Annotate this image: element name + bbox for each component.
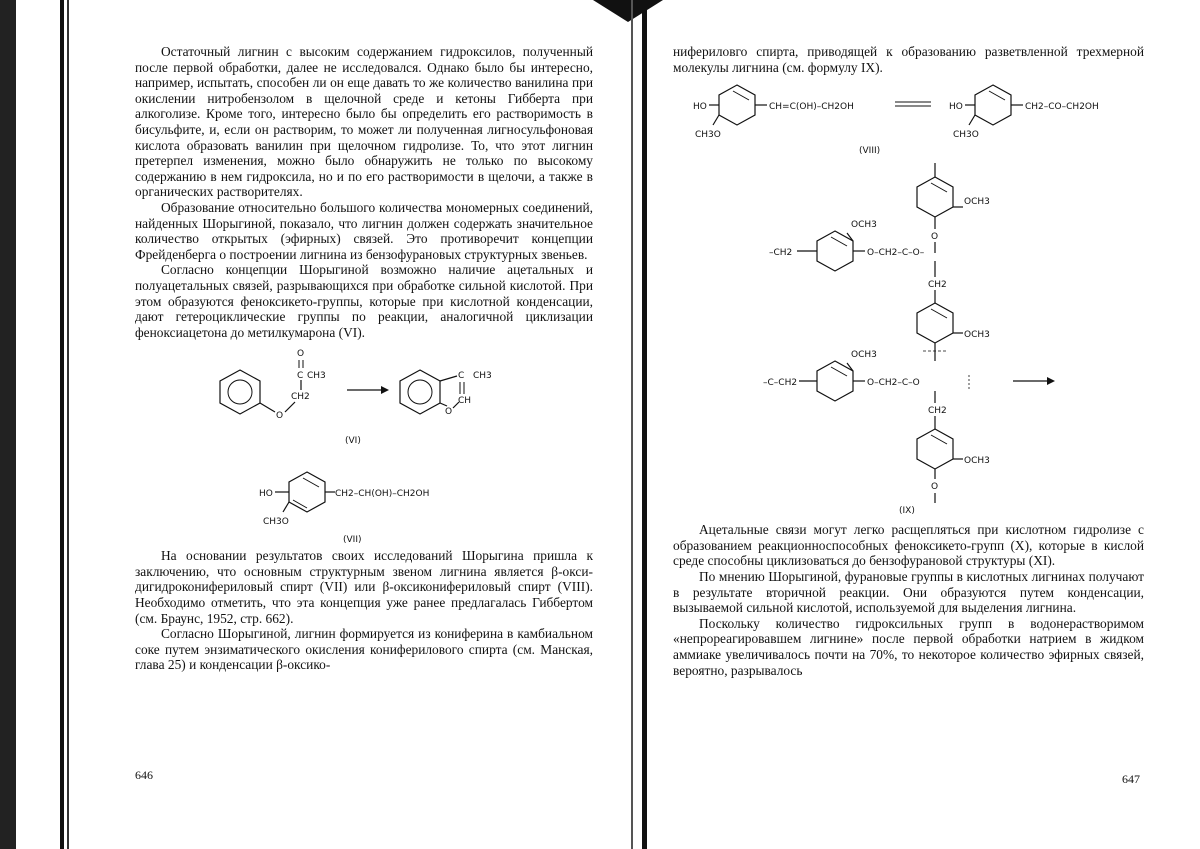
formula-vii — [135, 450, 593, 548]
paragraph: Ацетальные связи могут легко расщепляться при кислотном гидролизе с образованием реакционноспособных феноксикето-групп (X), которые в кислой среде способны циклизоваться до бензофурановой структуры (XI). — [673, 522, 1144, 569]
paragraph: Поскольку количество гидроксильных групп в водонерастворимом «непрореагировавшем лигнине» после первой обработки натрием в жидком аммиаке увеличивалось почти на 70%, то некоторое количество эфирных связей, вероятно, разрывалось — [673, 615, 1144, 678]
formula-label: (VII) — [343, 535, 362, 546]
right-page — [673, 44, 1144, 678]
formula-text: O — [445, 407, 453, 418]
formula-text: HO — [259, 489, 273, 500]
left-page — [135, 44, 593, 673]
formula-text: O — [297, 349, 305, 360]
page-number: 647 — [1122, 772, 1140, 786]
formula-text: CH2 — [928, 406, 947, 417]
formula-text: CH3O — [695, 130, 721, 141]
formula-vi — [135, 340, 593, 450]
formula-text: O–CH2–C–O– — [867, 248, 925, 259]
scan-left-edge — [0, 0, 72, 849]
formula-viii — [673, 75, 1144, 157]
formula-text: OCH3 — [964, 330, 990, 341]
formula-text: CH — [458, 396, 472, 407]
formula-text: OCH3 — [851, 350, 877, 361]
formula-text: O — [276, 411, 284, 422]
formula-text: C — [297, 371, 304, 382]
formula-text: CH2 — [928, 280, 947, 291]
formula-text: OCH3 — [964, 456, 990, 467]
formula-text: CH3 — [473, 371, 492, 382]
paragraph: По мнению Шорыгиной, фурановые группы в кислотных лигнинах получают в результате вторичной реакции. Они образуются путем конденсации, вызываемой сильной кислотой, используемой для выделения лигнина. — [673, 568, 1144, 616]
formula-text: –CH2 — [769, 248, 793, 259]
formula-text: CH=C(OH)–CH2OH — [769, 102, 854, 113]
book-gutter — [593, 0, 663, 30]
formula-text: CH3 — [307, 371, 326, 382]
formula-text: O–CH2–C–O — [867, 378, 920, 389]
formula-label: (VI) — [345, 436, 361, 447]
formula-text: C — [458, 371, 465, 382]
paragraph: На основании результатов своих исследований Шорыгина пришла к заключению, что основным структурным звеном лигнина является β-окси-дигидроконифериловый спирт (VII) или β-оксиконифериловый спирт (VIII). Необходимо отметить, что эта концепция уже ранее предлагалась Гиббертом (см. Браунс, 1952, стр. 662). — [135, 548, 593, 626]
paragraph: нифериловго спирта, приводящей к образованию разветвленной трехмерной молекулы лигнина (см. формулу IX). — [673, 44, 1144, 75]
paragraph: Согласно концепции Шорыгиной возможно наличие ацетальных и полуацетальных связей, разрывающихся при обработке сильной кислотой. При этом образуются феноксикето-группы, которые при кислотной конденсации, дают гетероциклические группы по реакции, аналогичной циклизации феноксиацетона до метилкумарона (VI). — [135, 262, 593, 340]
formula-text: OCH3 — [964, 197, 990, 208]
formula-text: CH2–CO–CH2OH — [1025, 102, 1099, 113]
formula-text: –C–CH2 — [763, 378, 798, 389]
formula-text: O — [931, 232, 939, 243]
formula-text: OCH3 — [851, 220, 877, 231]
formula-text: CH2–CH(OH)–CH2OH — [335, 489, 430, 500]
formula-text: CH3O — [263, 517, 289, 528]
page-number: 646 — [135, 768, 153, 782]
formula-text: HO — [949, 102, 963, 113]
formula-text: CH3O — [953, 130, 979, 141]
paragraph: Образование относительно большого количества мономерных соединений, найденных Шорыгиной, показало, что лигнин должен содержать значительное количество открытых (эфирных) связей. Это противоречит концепции Фрейденберга о построении лигнина из бензофурановых структурных звеньев. — [135, 199, 593, 262]
paragraph: Остаточный лигнин с высоким содержанием гидроксилов, полученный после первой обработки, далее не исследовался. Однако было бы интересно, например, испытать, способен ли он еще давать то же количество ванилина при окислении нитробензолом в щелочной среде и кетоны Гибберта при алкоголизе. Кроме того, интересно было бы определить его растворимость в бисульфите, и, если он растворим, то может ли полученная лигносульфоновая кислота образовать ванилин при щелочном гидролизе. То, что этот лигнин претерпел изменения, можно было обнаружить не только по высокому содержанию в нем гидроксила, но и по его растворимости в щелочи, а также в органических растворителях. — [135, 44, 593, 200]
formula-text: O — [931, 482, 939, 493]
formula-text: HO — [693, 102, 707, 113]
formula-label: (VIII) — [859, 146, 881, 157]
formula-ix — [673, 157, 1144, 522]
paragraph: Согласно Шорыгиной, лигнин формируется из кониферина в камбиальном соке путем энзиматического окисления кониферилового спирта (см. Манская, глава 25) и конденсации β-оксико- — [135, 626, 593, 673]
formula-label: (IX) — [899, 506, 915, 517]
formula-text: CH2 — [291, 392, 310, 403]
